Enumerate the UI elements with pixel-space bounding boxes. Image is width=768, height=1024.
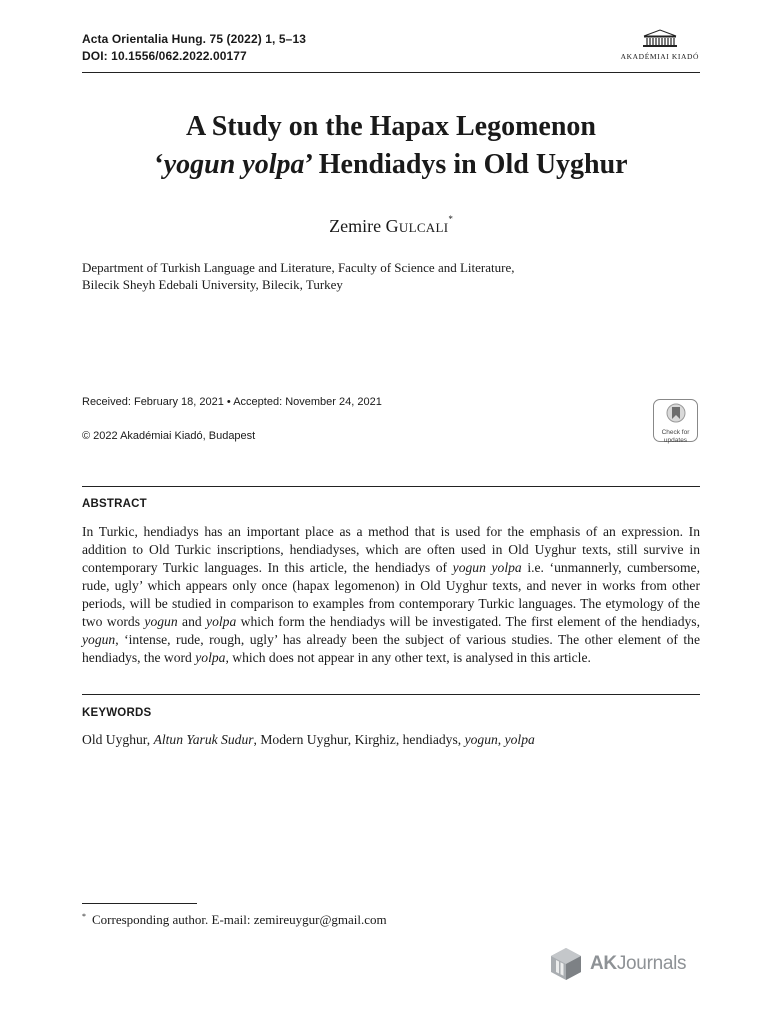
footnote [82, 912, 387, 928]
title-line-1: A Study on the Hapax Legomenon [186, 111, 596, 142]
affiliation [82, 259, 700, 293]
doi-line[interactable]: DOI: 10.1556/062.2022.00177 [82, 49, 247, 63]
crossmark-icon [666, 403, 686, 423]
footnote-text: Corresponding author. E-mail: zemireuygur@gmail.com [92, 912, 387, 927]
abstract-top-rule [82, 486, 700, 487]
keywords-list: Old Uyghur, Altun Yaruk Sudur, Modern Uyghur, Kirghiz, hendiadys, yogun, yolpa [82, 732, 535, 747]
abstract-heading: ABSTRACT [82, 498, 147, 510]
title-open-quote: ‘ [154, 149, 164, 180]
affiliation-line-1: Department of Turkish Language and Literature, Faculty of Science and Literature, [82, 260, 515, 275]
keywords-heading: KEYWORDS [82, 707, 152, 719]
publisher-name: AKADÉMIAI KIADÓ [620, 52, 699, 61]
header-rule [82, 72, 700, 73]
footnote-rule [82, 903, 197, 904]
akjournals-wordmark: AKJournals [590, 953, 687, 974]
received-accepted-dates: Received: February 18, 2021 • Accepted: November 24, 2021 [82, 396, 382, 408]
title-rest: ’ Hendiadys in Old Uyghur [304, 149, 628, 180]
author-line [82, 216, 700, 237]
author-footnote-mark[interactable]: * [448, 214, 453, 224]
crossmark-label-1: Check for [661, 429, 690, 436]
author-given-name: Zemire [329, 216, 386, 236]
journal-line: Acta Orientalia Hung. 75 (2022) 1, 5–13 [82, 32, 306, 46]
building-icon [640, 28, 680, 48]
copyright: © 2022 Akadémiai Kiadó, Budapest [82, 430, 256, 442]
abstract-body: In Turkic, hendiadys has an important place as a method that is used for the emphasis of an expression. In addition to Old Turkic inscriptions, hendiadyses, which are often used in Old Uyghur texts, still survive in contemporary Turkic languages. In this article, the hendiadys of yogun yolpa i.e. ‘unmannerly, cumbersome, rude, ugly’ which appears only once (hapax legomenon) in Old Uyghur texts, and never in works from other periods, will be studied in comparison to examples from contemporary Turkic languages. The etymology of the two words yogun and yolpa which form the hendiadys will be investigated. The first element of the hendiadys, yogun, ‘intense, rude, rough, ugly’ has already been the subject of various studies. The other element of the hendiadys, the word yolpa, which does not appear in any other text, is analysed in this article. [82, 524, 700, 665]
journal-citation [82, 31, 306, 65]
publisher-block [621, 28, 699, 61]
abstract-bottom-rule [82, 694, 700, 695]
article-title [82, 108, 700, 184]
title-italic-term: yogun yolpa [163, 149, 305, 180]
crossmark-label-2: updates [663, 437, 688, 444]
title-line-2 [82, 146, 700, 184]
footnote-mark: * [82, 912, 86, 921]
akjournals-cube-icon [548, 946, 584, 982]
affiliation-line-2: Bilecik Sheyh Edebali University, Bilecik, Turkey [82, 277, 343, 292]
akjournals-logo[interactable] [548, 946, 686, 982]
check-for-updates-badge[interactable] [653, 399, 698, 442]
author-family-name: Gulcali [385, 216, 449, 236]
